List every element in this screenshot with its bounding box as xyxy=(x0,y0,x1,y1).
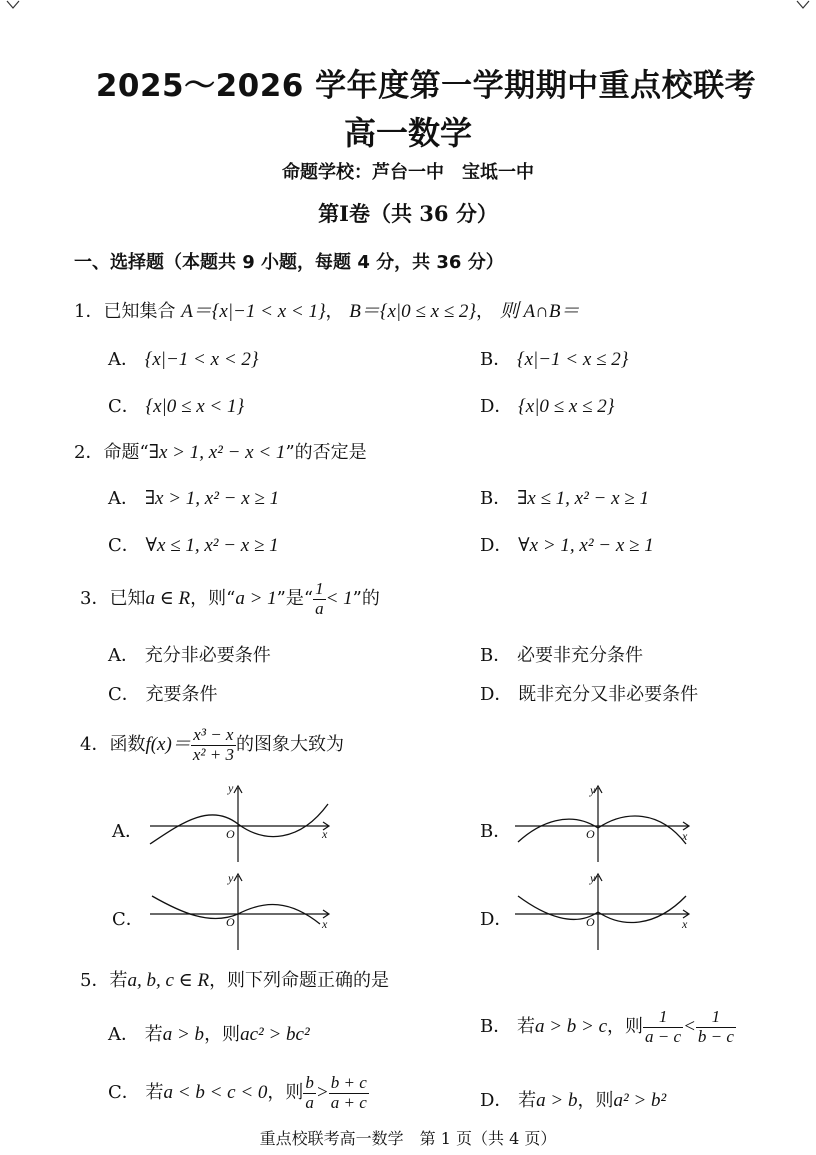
option-text: {x|−1 < x ≤ 2} xyxy=(516,349,629,370)
question-4 xyxy=(80,726,344,764)
q5-option-c[interactable] xyxy=(108,1074,369,1112)
option-label: C． xyxy=(108,684,140,705)
q2-option-b[interactable] xyxy=(480,484,649,510)
option-text: ∃x ≤ 1, x² − x ≥ 1 xyxy=(516,488,649,509)
option-text: 若 xyxy=(516,1016,535,1038)
proposition: ∃x > 1, x² − x < 1 xyxy=(148,442,286,463)
q5-option-a[interactable] xyxy=(108,1020,310,1046)
y-axis-label: y xyxy=(590,871,596,885)
set-b: B＝{x|0 ≤ x ≤ 2} xyxy=(349,301,477,322)
origin-label: O xyxy=(586,827,595,841)
q3-option-b[interactable] xyxy=(480,641,643,667)
option-text: {x|−1 < x < 2} xyxy=(144,349,259,370)
graph-option-b xyxy=(510,782,695,866)
option-text: ，则 xyxy=(607,1016,644,1038)
question-stem: 已知集合 xyxy=(103,301,176,322)
numerator: 1 xyxy=(696,1008,736,1028)
option-text: 必要非充分条件 xyxy=(516,645,643,666)
relation: < xyxy=(683,1016,696,1038)
option-text: ，则 xyxy=(267,1082,304,1104)
subject-title: 高一数学 xyxy=(343,114,472,152)
option-condition: a > b > c xyxy=(534,1016,608,1038)
q4-option-b[interactable] xyxy=(480,817,511,843)
option-label: C． xyxy=(108,396,140,417)
fraction-one-over-a xyxy=(313,580,326,618)
corner-tick-mark xyxy=(6,0,20,10)
question-number: 2． xyxy=(74,442,104,463)
denominator: a xyxy=(305,1092,314,1112)
option-label: D． xyxy=(480,396,513,417)
denominator: a − c xyxy=(645,1026,682,1046)
q3-option-c[interactable] xyxy=(108,680,218,706)
q1-option-d[interactable] xyxy=(480,392,614,418)
denominator: x² + 3 xyxy=(192,744,234,764)
numerator: x³ − x xyxy=(191,726,236,746)
q2-option-a[interactable] xyxy=(108,484,279,510)
question-ask: ”的 xyxy=(352,588,380,610)
option-label: D． xyxy=(480,535,513,556)
x-axis-label: x xyxy=(322,917,328,931)
y-axis-label: y xyxy=(228,871,234,885)
fraction-right xyxy=(696,1008,736,1046)
option-text: 若 xyxy=(145,1082,164,1104)
option-label: D． xyxy=(480,909,513,930)
option-label: A． xyxy=(108,645,139,666)
q1-option-b[interactable] xyxy=(480,345,628,371)
origin-label: O xyxy=(226,915,235,929)
option-text: 充要条件 xyxy=(145,684,218,705)
numerator: b + c xyxy=(330,1073,367,1092)
option-text: ，则 xyxy=(204,1024,241,1045)
q1-option-c[interactable] xyxy=(108,392,244,418)
question-stem: 已知 xyxy=(109,588,146,610)
option-text: 充分非必要条件 xyxy=(144,645,271,666)
q1-option-a[interactable] xyxy=(108,345,258,371)
question-number: 5． xyxy=(80,970,110,991)
graph-option-a xyxy=(140,782,340,866)
x-axis-label: x xyxy=(682,917,688,931)
option-label: B． xyxy=(480,1016,512,1038)
question-stem: 若 xyxy=(109,970,128,991)
option-text: ∀x ≤ 1, x² − x ≥ 1 xyxy=(145,535,279,556)
option-label: B． xyxy=(480,488,512,509)
numerator: 1 xyxy=(643,1008,683,1028)
y-axis-label: y xyxy=(228,782,234,795)
question-stem: 函数 xyxy=(109,734,146,756)
option-label: B． xyxy=(480,645,512,666)
option-condition: a < b < c < 0 xyxy=(163,1082,268,1104)
section-heading: 一、选择题（本题共 9 小题，每题 4 分，共 36 分） xyxy=(74,252,504,273)
question-ask: 的图象大致为 xyxy=(235,734,344,756)
option-label: C． xyxy=(108,535,140,556)
option-label: C． xyxy=(108,1082,140,1104)
q3-option-a[interactable] xyxy=(108,641,271,667)
option-text: 既非充分又非必要条件 xyxy=(518,684,699,705)
schools-line: 命题学校：芦台一中 宝坻一中 xyxy=(282,162,534,183)
question-3 xyxy=(80,580,380,618)
option-result: ac² > bc² xyxy=(240,1024,310,1045)
option-label: C． xyxy=(112,909,144,930)
graph-option-c xyxy=(140,870,340,954)
condition: a, b, c ∈ R xyxy=(127,970,210,991)
option-condition: a > b xyxy=(162,1024,205,1045)
question-1: 1．已知集合 A＝{x|−1 < x < 1}， B＝{x|0 ≤ x ≤ 2}， 则 A∩B＝ xyxy=(74,301,580,322)
denominator: b − c xyxy=(697,1026,734,1046)
question-text: ，则“ xyxy=(190,588,236,610)
option-text: ，则 xyxy=(577,1090,614,1111)
q2-option-d[interactable] xyxy=(480,531,654,557)
option-text: ∃x > 1, x² − x ≥ 1 xyxy=(144,488,280,509)
fraction-left xyxy=(303,1074,316,1112)
q4-option-c[interactable] xyxy=(112,905,144,931)
denominator: a + c xyxy=(330,1092,367,1112)
option-label: D． xyxy=(480,1090,513,1111)
option-text: {x|0 ≤ x ≤ 2} xyxy=(518,396,615,417)
option-text: {x|0 ≤ x < 1} xyxy=(145,396,245,417)
q4-option-d[interactable] xyxy=(480,905,512,931)
origin-label: O xyxy=(226,827,235,841)
q5-option-b[interactable] xyxy=(480,1008,736,1046)
question-text: ”是“ xyxy=(276,588,314,610)
question-number: 4． xyxy=(80,734,110,756)
q5-option-d[interactable] xyxy=(480,1086,666,1112)
page-footer: 重点校联考高一数学 第 1 页（共 4 页） xyxy=(259,1129,557,1148)
proposition-p: a > 1 xyxy=(235,588,277,610)
question-ask: ”的否定是 xyxy=(285,442,367,463)
question-ask: 则 A∩B＝ xyxy=(499,301,580,322)
fraction-left xyxy=(643,1008,683,1046)
corner-tick-mark xyxy=(796,0,810,10)
origin-label: O xyxy=(586,915,595,929)
set-a: A＝{x|−1 < x < 1} xyxy=(181,301,326,322)
option-text: 若 xyxy=(518,1090,537,1111)
function-fraction xyxy=(191,726,236,764)
option-text: 若 xyxy=(144,1024,163,1045)
option-condition: a > b xyxy=(536,1090,578,1111)
denominator: a xyxy=(315,598,324,618)
numerator: 1 xyxy=(315,579,324,598)
volume-heading: 第Ⅰ卷（共 36 分） xyxy=(318,201,498,226)
q4-option-a[interactable] xyxy=(112,817,143,843)
question-number: 1． xyxy=(74,301,104,322)
question-stem: 命题“ xyxy=(103,442,149,463)
numerator: b xyxy=(305,1073,314,1092)
question-number: 3． xyxy=(80,588,110,610)
function-name: f(x)＝ xyxy=(145,734,191,756)
graph-option-d xyxy=(510,870,695,954)
exam-title: 2025～2026 学年度第一学期期中重点校联考 xyxy=(95,68,757,104)
option-label: A． xyxy=(108,1024,139,1045)
option-result: a² > b² xyxy=(613,1090,667,1111)
question-5 xyxy=(80,966,389,992)
proposition-q: < 1 xyxy=(325,588,353,610)
question-2 xyxy=(74,438,367,464)
option-label: A． xyxy=(108,488,139,509)
option-label: B． xyxy=(480,821,512,842)
fraction-right xyxy=(329,1074,369,1112)
relation: > xyxy=(315,1082,329,1104)
option-label: A． xyxy=(112,821,143,842)
question-ask: ，则下列命题正确的是 xyxy=(209,970,390,991)
option-label: A． xyxy=(108,349,139,370)
q3-option-d[interactable] xyxy=(480,680,698,706)
condition: a ∈ R xyxy=(145,588,191,610)
q2-option-c[interactable] xyxy=(108,531,279,557)
option-label: B． xyxy=(480,349,512,370)
x-axis-label: x xyxy=(682,829,688,843)
y-axis-label: y xyxy=(590,783,596,797)
option-label: D． xyxy=(480,684,513,705)
option-text: ∀x > 1, x² − x ≥ 1 xyxy=(518,535,654,556)
x-axis-label: x xyxy=(322,827,328,841)
